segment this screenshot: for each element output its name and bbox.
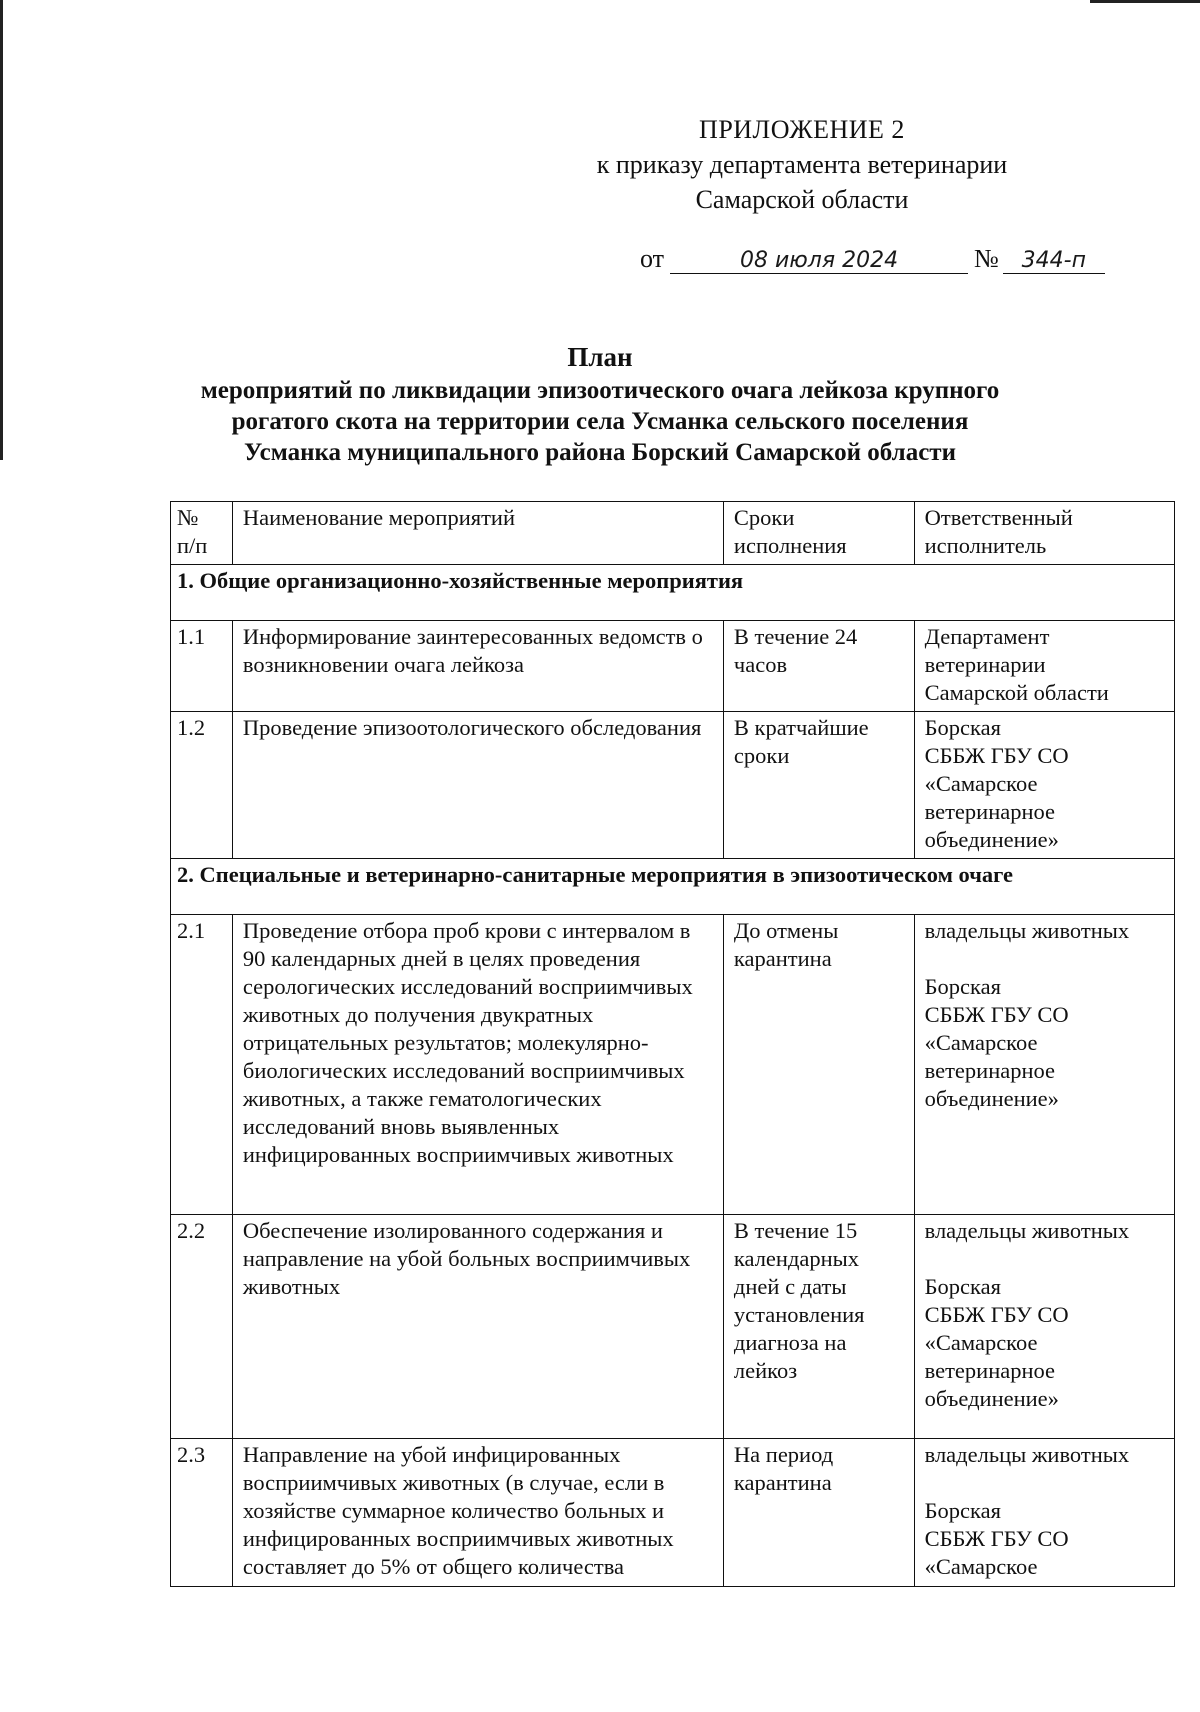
resp-line: ветеринарии (924, 652, 1046, 677)
row-num: 1.2 (171, 712, 233, 859)
resp-line: Борская (924, 1498, 1001, 1523)
row-name: Проведение отбора проб крови с интервалом в 90 календарных дней в целях проведения серологических исследований восприимчивых животных до получения двукратных отрицательных результатов; молекулярно-биологических исследований восприимчивых животных, а также гематологических исследований вновь выявленных инфицированных восприимчивых животных (232, 915, 723, 1215)
resp-line: владельцы животных (924, 918, 1130, 943)
resp-line: Борская (924, 1274, 1001, 1299)
resp-gap (925, 945, 1164, 973)
order-from-label: от (640, 244, 665, 273)
resp-line: СББЖ ГБУ СО (924, 1526, 1069, 1551)
scan-edge-mark (0, 0, 3, 460)
resp-line: Борская (924, 715, 1001, 740)
row-name: Информирование заинтересованных ведомств о возникновении очага лейкоза (232, 621, 723, 712)
appendix-title: ПРИЛОЖЕНИЕ 2 (699, 115, 905, 144)
order-number: 344-п (1003, 248, 1105, 274)
resp-line: Борская (924, 974, 1001, 999)
header-resp: Ответственный исполнитель (914, 502, 1174, 565)
header-name: Наименование мероприятий (232, 502, 723, 565)
resp-line: СББЖ ГБУ СО (924, 1002, 1069, 1027)
row-num: 2.3 (171, 1439, 233, 1587)
header-term: Сроки исполнения (723, 502, 914, 565)
row-term: В кратчайшие сроки (723, 712, 914, 859)
section-title: 2. Специальные и ветеринарно-санитарные мероприятия в эпизоотическом очаге (171, 859, 1175, 915)
row-resp (914, 915, 1174, 1215)
row-name: Проведение эпизоотологического обследования (232, 712, 723, 859)
row-resp (914, 1439, 1174, 1587)
plan-title: План (567, 342, 633, 372)
plan-heading (150, 342, 1050, 468)
header-num: № п/п (171, 502, 233, 565)
resp-line: «Самарское (924, 771, 1038, 796)
resp-line: ветеринарное (924, 1058, 1056, 1083)
table-row (171, 1215, 1175, 1439)
row-term: До отмены карантина (723, 915, 914, 1215)
resp-line: владельцы животных (924, 1218, 1130, 1243)
resp-line: ветеринарное (924, 1358, 1056, 1383)
resp-line: объединение» (924, 1386, 1059, 1411)
resp-line: ветеринарное (924, 799, 1056, 824)
row-term: В течение 24 часов (723, 621, 914, 712)
resp-line: «Самарское (924, 1554, 1038, 1579)
table-header-row (171, 502, 1175, 565)
table-row (171, 915, 1175, 1215)
order-date: 08 июля 2024 (670, 248, 968, 274)
resp-line: владельцы животных (924, 1442, 1130, 1467)
resp-line: «Самарское (924, 1030, 1038, 1055)
table-row (171, 712, 1175, 859)
row-term: На период карантина (723, 1439, 914, 1587)
appendix-line: Самарской области (695, 185, 909, 214)
resp-gap (925, 1469, 1164, 1497)
resp-line: «Самарское (924, 1330, 1038, 1355)
row-resp (914, 621, 1174, 712)
resp-line: СББЖ ГБУ СО (924, 1302, 1069, 1327)
section-row (171, 859, 1175, 915)
plan-subtitle-line: рогатого скота на территории села Усманка сельского поселения (231, 408, 969, 435)
appendix-line: к приказу департамента ветеринарии (596, 150, 1008, 179)
row-resp (914, 712, 1174, 859)
section-title: 1. Общие организационно-хозяйственные мероприятия (171, 565, 1175, 621)
resp-line: Департамент (924, 624, 1050, 649)
resp-line: Самарской области (924, 680, 1109, 705)
section-row (171, 565, 1175, 621)
order-number-label: № (974, 244, 999, 273)
appendix-header (572, 112, 1032, 217)
table-row (171, 1439, 1175, 1587)
row-num: 2.2 (171, 1215, 233, 1439)
table-row (171, 621, 1175, 712)
measures-table (170, 501, 1175, 1587)
plan-subtitle-line: Усманка муниципального района Борский Самарской области (244, 439, 956, 466)
scan-edge-mark (1090, 0, 1200, 3)
row-num: 1.1 (171, 621, 233, 712)
row-name: Обеспечение изолированного содержания и направление на убой больных восприимчивых животных (232, 1215, 723, 1439)
resp-gap (925, 1245, 1164, 1273)
row-resp (914, 1215, 1174, 1439)
resp-line: объединение» (924, 1086, 1059, 1111)
resp-line: объединение» (924, 827, 1059, 852)
plan-subtitle-line: мероприятий по ликвидации эпизоотического очага лейкоза крупного (200, 377, 1000, 404)
resp-line: СББЖ ГБУ СО (924, 743, 1069, 768)
order-reference (640, 244, 1130, 274)
row-num: 2.1 (171, 915, 233, 1215)
row-term: В течение 15 календарных дней с даты установления диагноза на лейкоз (723, 1215, 914, 1439)
row-name: Направление на убой инфицированных восприимчивых животных (в случае, если в хозяйстве суммарное количество больных и инфицированных восприимчивых животных составляет до 5% от общего количества (232, 1439, 723, 1587)
